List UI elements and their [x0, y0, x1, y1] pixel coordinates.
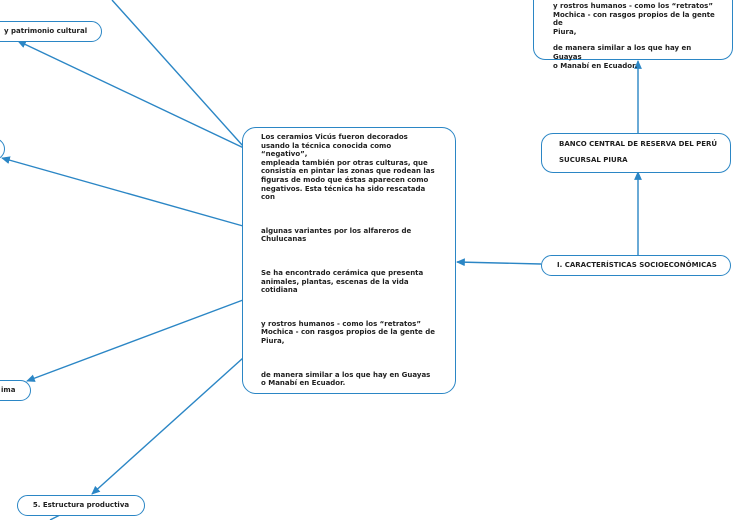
- node-banco-central[interactable]: [541, 133, 731, 173]
- node-estructura-productiva[interactable]: [17, 495, 145, 516]
- node-patrimonio-cultural[interactable]: [0, 21, 102, 42]
- connector-to-center: [457, 262, 541, 264]
- top-right-paragraph-2: de manera similar a los que hay en Guayas o Manabí en Ecuador.: [553, 44, 692, 70]
- connector-to-patrimonio: [18, 41, 248, 150]
- top-right-paragraph-1: y rostros humanos - como los “retratos” Mochica - con rasgos propios de la gente de Piura,: [553, 2, 715, 36]
- center-paragraph-2: algunas variantes por los alfareros de Chulucanas: [261, 226, 412, 244]
- center-paragraph-5: de manera similar a los que hay en Guayas o Manabí en Ecuador.: [261, 370, 431, 388]
- center-paragraph-4: y rostros humanos - como los “retratos” Mochica - con rasgos propios de la gente de Piura,: [261, 319, 435, 345]
- connector-top-left: [112, 0, 243, 146]
- node-top-right-text[interactable]: [533, 0, 733, 70]
- center-paragraph-3: Se ha encontrado cerámica que presenta animales, plantas, escenas de la vida cotidiana: [261, 268, 424, 295]
- connector-to-left-edge-node: [2, 158, 243, 226]
- center-paragraph-1: Los ceramios Vicús fueron decorados usando la técnica conocida como “negativo”, empleada también por otras culturas, que consistía en pintar las zonas que rodean las figuras de modo que éstas aparecen como negativos. Esta técnica ha sido rescatada con: [261, 133, 435, 202]
- node-caracteristicas-socioeconomicas[interactable]: [541, 255, 731, 276]
- node-clima-label: ima: [1, 386, 16, 395]
- node-clima[interactable]: [0, 380, 31, 401]
- banco-line-2: SUCURSAL PIURA: [559, 155, 628, 164]
- banco-line-1: BANCO CENTRAL DE RESERVA DEL PERÚ: [559, 140, 718, 148]
- node-patrimonio-label: y patrimonio cultural: [4, 27, 88, 36]
- node-estructura-label: 5. Estructura productiva: [32, 501, 130, 510]
- center-node[interactable]: [242, 127, 456, 394]
- node-caracteristicas-label: I. CARACTERÍSTICAS SOCIOECONÓMICAS: [557, 261, 717, 270]
- connector-to-clima: [27, 300, 243, 381]
- connector-to-estructura: [92, 358, 243, 494]
